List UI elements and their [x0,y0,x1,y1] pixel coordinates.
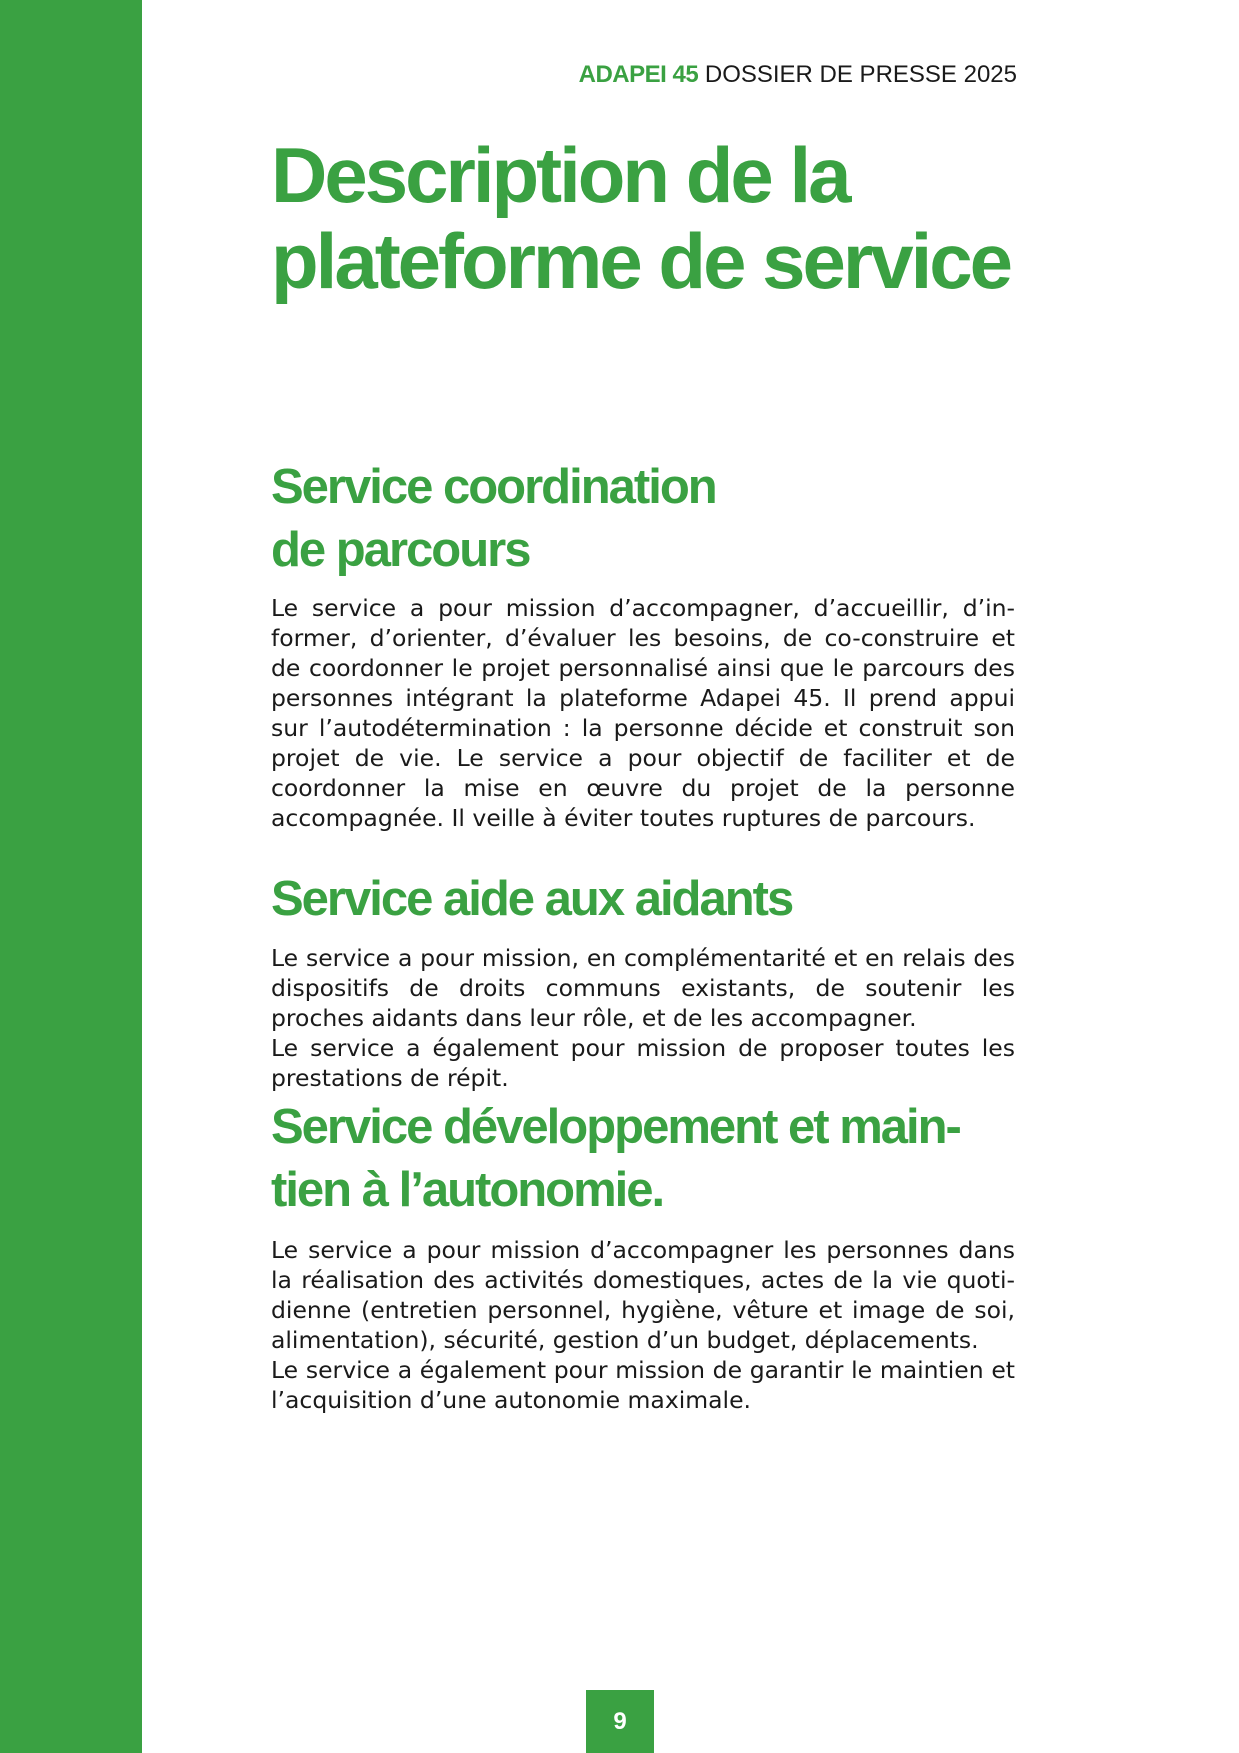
section-body-autonomie [271,1235,1015,1415]
section-heading-line: de parcours [271,523,530,577]
section-body-aidants [271,943,1015,1093]
page-number: 9 [613,1707,627,1735]
section-heading-coordination [271,456,716,582]
paragraph: Le service a pour mission, en complémentarité et en relais des dispositifs de droits communs existants, de soutenir les proches aidants dans leur rôle, et de les accompagner. [271,944,1015,1032]
section-heading-autonomie [271,1096,960,1222]
paragraph: Le service a également pour mission de proposer toutes les prestations de répit. [271,1034,1015,1092]
section-body-coordination [271,593,1015,833]
section-heading-aidants [271,868,792,931]
section-heading-line: Service coordination [271,460,716,514]
section-heading-line: tien à l’autonomie. [271,1163,664,1217]
running-header [579,60,1017,90]
page-title: Description de la plateforme de service [271,131,1011,305]
paragraph: Le service a pour mission d’accompagner, d’accueillir, d’informer, d’orienter, d’évaluer les besoins, de co-construire et de coordonner le projet personnalisé ainsi que le parcours des personnes intégrant la plateforme Adapei 45. Il prend appui sur l’autodétermination : la personne décide et construit son projet de vie. Le service a pour objectif de faciliter et de coordonner la mise en œuvre du projet de la personne accompagnée. Il veille à éviter toutes ruptures de parcours. [271,594,1015,832]
section-heading-line: Service développement et main- [271,1100,960,1154]
side-color-band [0,0,142,1753]
header-brand: ADAPEI 45 [578,61,699,88]
paragraph: Le service a également pour mission de garantir le maintien et l’acquisition d’une autonomie maximale. [271,1356,1015,1414]
page-number-box [586,1690,654,1753]
header-title: DOSSIER DE PRESSE 2025 [704,61,1017,88]
paragraph: Le service a pour mission d’accompagner les personnes dans la réalisation des activités domestiques, actes de la vie quotidienne (entretien personnel, hygiène, vêture et image de soi, alimentation), sécurité, gestion d’un budget, déplacements. [271,1236,1015,1354]
section-heading-line: Service aide aux aidants [271,872,793,926]
